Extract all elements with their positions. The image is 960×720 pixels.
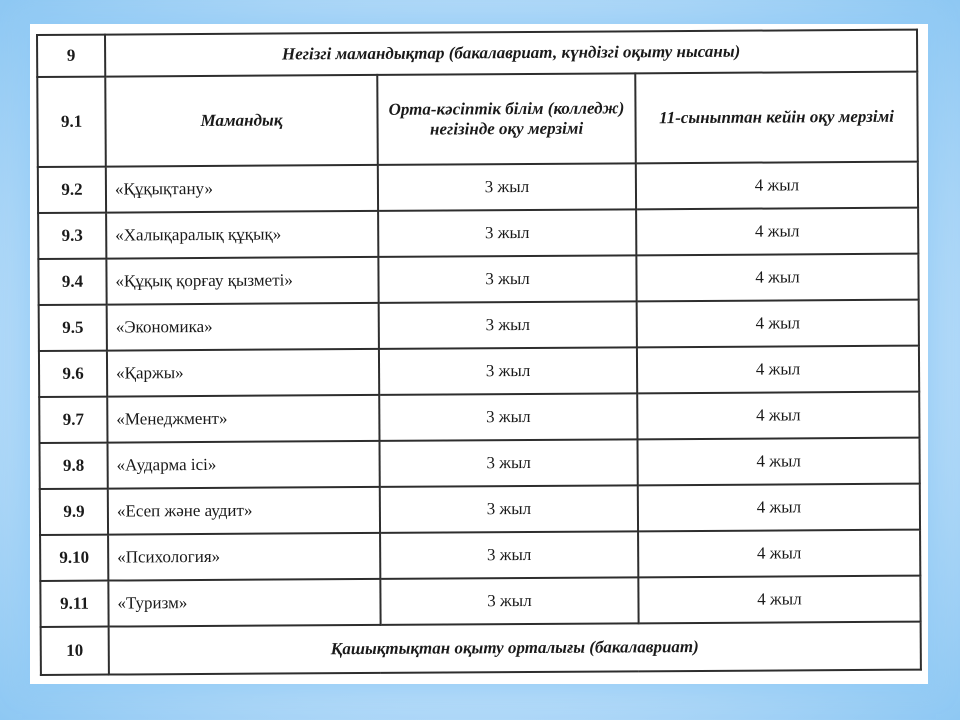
school-duration: 4 жыл [637,392,919,440]
school-duration: 4 жыл [636,162,918,210]
table-row [40,530,920,581]
table-row [39,392,919,443]
specialty-name: «Халықаралық құқық» [106,211,378,259]
row-number: 9.8 [39,443,107,489]
specialty-name: «Экономика» [107,303,379,351]
college-duration: 3 жыл [379,393,637,441]
row-number: 9.6 [39,351,107,397]
section-number: 9 [37,35,105,77]
school-duration: 4 жыл [636,254,918,302]
column-header-row [37,72,918,167]
section-header-row [37,30,917,77]
specialty-name: «Психология» [108,533,380,581]
school-duration: 4 жыл [638,576,920,624]
column-header-college-duration: Орта-кәсіптік білім (колледж) негізінде оқу мерзімі [377,73,636,165]
college-duration: 3 жыл [379,301,637,349]
specialty-name: «Аударма ісі» [107,441,379,489]
college-duration: 3 жыл [378,209,636,257]
specialty-name: «Менеджмент» [107,395,379,443]
table-row [40,484,920,535]
specialty-name: «Туризм» [108,579,380,627]
footer-section-number: 10 [41,627,109,675]
table-row [39,300,919,351]
school-duration: 4 жыл [638,530,920,578]
column-header-school-duration: 11-сыныптан кейін оқу мерзімі [635,72,918,164]
college-duration: 3 жыл [378,163,636,211]
school-duration: 4 жыл [638,484,920,532]
header-row-number: 9.1 [37,77,106,167]
table-row [38,254,918,305]
specialty-name: «Қаржы» [107,349,379,397]
table-row [39,438,919,489]
specialties-table [36,29,922,676]
specialty-name: «Құқық қорғау қызметі» [106,257,378,305]
specialty-name: «Есеп және аудит» [108,487,380,535]
school-duration: 4 жыл [637,438,919,486]
footer-section-row [41,622,921,675]
college-duration: 3 жыл [380,531,638,579]
row-number: 9.10 [40,535,108,581]
table-row [38,162,918,213]
college-duration: 3 жыл [379,347,637,395]
row-number: 9.3 [38,213,106,259]
row-number: 9.7 [39,397,107,443]
row-number: 9.2 [38,167,106,213]
column-header-specialty: Мамандық [105,75,378,167]
row-number: 9.5 [39,305,107,351]
row-number: 9.9 [40,489,108,535]
row-number: 9.11 [40,581,108,627]
college-duration: 3 жыл [378,255,636,303]
document-page [30,24,928,684]
table-row [39,346,919,397]
footer-section-title: Қашықтықтан оқыту орталығы (бакалавриат) [109,622,921,675]
specialty-name: «Құқықтану» [106,165,378,213]
school-duration: 4 жыл [637,346,919,394]
section-title: Негізгі мамандықтар (бакалавриат, күндізгі оқыту нысаны) [105,30,917,77]
college-duration: 3 жыл [380,577,638,625]
school-duration: 4 жыл [637,300,919,348]
table-row [38,208,918,259]
row-number: 9.4 [38,259,106,305]
table-row [40,576,920,627]
school-duration: 4 жыл [636,208,918,256]
college-duration: 3 жыл [379,439,637,487]
college-duration: 3 жыл [380,485,638,533]
